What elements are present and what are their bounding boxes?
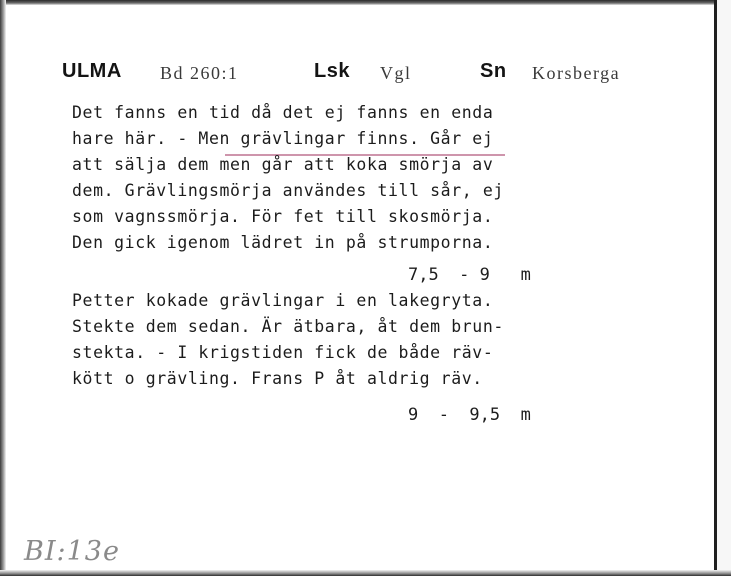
bd-reference: Bd 260:1 bbox=[160, 63, 239, 83]
text-line: Petter kokade grävlingar i en lakegryta. bbox=[72, 291, 494, 310]
sn-value: Korsberga bbox=[532, 63, 621, 83]
archive-pencil-mark: BI:13e bbox=[24, 536, 120, 567]
text-line: som vagnssmörja. För fet till skosmörja. bbox=[72, 207, 494, 226]
card-header bbox=[62, 60, 662, 88]
text-line: stekta. - I krigstiden fick de både räv- bbox=[72, 343, 494, 362]
text-line: Stekte dem sedan. Är ätbara, åt dem brun- bbox=[72, 317, 504, 336]
text-line: kött o grävling. Frans P åt aldrig räv. bbox=[72, 369, 483, 388]
text-line: hare här. - Men grävlingar finns. Går ej bbox=[72, 129, 494, 148]
text-line: Det fanns en tid då det ej fanns en enda bbox=[72, 103, 494, 122]
text-line: dem. Grävlingsmörja användes till sår, ej bbox=[72, 181, 504, 200]
measurement-2: 9 - 9,5 m bbox=[408, 405, 531, 425]
ulma-label: ULMA bbox=[62, 60, 122, 82]
text-line: att sälja dem men går att koka smörja av bbox=[72, 155, 494, 174]
lsk-label: Lsk bbox=[314, 60, 350, 82]
sn-label: Sn bbox=[480, 60, 507, 82]
measurement-1: 7,5 - 9 m bbox=[408, 265, 531, 285]
lsk-value: Vgl bbox=[380, 63, 412, 83]
text-line: Den gick igenom lädret in på strumporna. bbox=[72, 233, 494, 252]
